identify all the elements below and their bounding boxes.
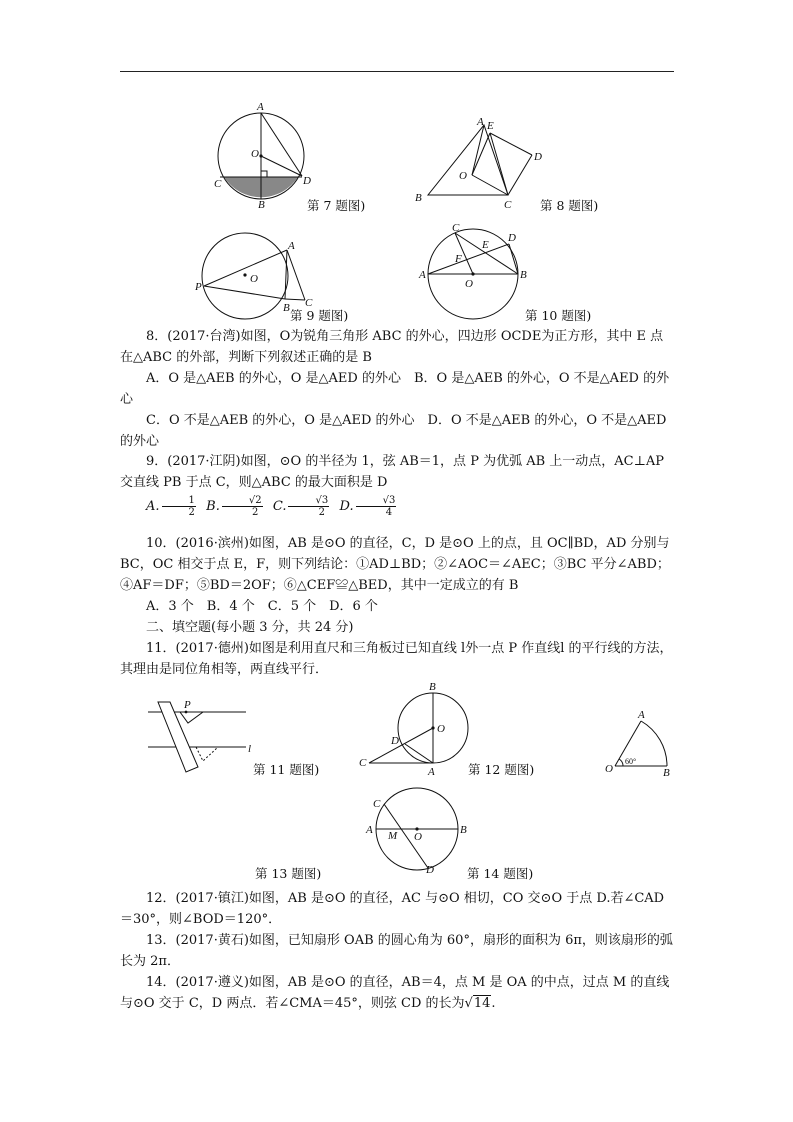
question-8 bbox=[120, 326, 676, 452]
label-C: C bbox=[373, 798, 381, 810]
label-B: B bbox=[429, 681, 436, 693]
label-P: P bbox=[195, 281, 202, 293]
label-D: D bbox=[426, 864, 434, 876]
figure-8 bbox=[410, 115, 545, 210]
label-D: D bbox=[303, 175, 311, 187]
label-D: D bbox=[391, 735, 399, 747]
question-9 bbox=[120, 451, 676, 521]
q9-option-c-label: C. bbox=[272, 499, 287, 514]
question-10 bbox=[120, 533, 676, 680]
label-C: C bbox=[359, 757, 367, 769]
caption-fig8: 第 8 题图) bbox=[540, 198, 599, 213]
q9-option-c-frac: $\frac{√3}{2}$ bbox=[288, 495, 329, 518]
label-O: O bbox=[414, 831, 422, 843]
label-O: O bbox=[459, 170, 467, 182]
q8-options-cd bbox=[120, 410, 676, 452]
caption-fig11: 第 11 题图) bbox=[253, 762, 320, 777]
q9-options bbox=[120, 493, 676, 521]
q10-options: A．3 个 B．4 个 C．5 个 D．6 个 bbox=[146, 599, 378, 614]
label-A: A bbox=[257, 101, 264, 113]
caption-fig12: 第 12 题图) bbox=[468, 762, 535, 777]
q14-radicand: 14 bbox=[473, 996, 491, 1011]
label-B: B bbox=[460, 824, 467, 836]
label-O: O bbox=[250, 273, 258, 285]
label-C: C bbox=[214, 178, 222, 190]
label-O: O bbox=[251, 148, 259, 160]
q9-option-a-label: A. bbox=[146, 499, 160, 514]
label-B: B bbox=[520, 269, 527, 281]
figure-10 bbox=[415, 220, 535, 320]
figure-13 bbox=[575, 688, 685, 780]
label-D: D bbox=[534, 151, 542, 163]
figure-14 bbox=[362, 785, 477, 875]
q9-option-a-frac: $\frac{1}{2}$ bbox=[162, 495, 196, 518]
caption-fig13: 第 13 题图) bbox=[255, 866, 322, 881]
label-E: E bbox=[487, 120, 494, 132]
label-O: O bbox=[465, 278, 473, 290]
label-A: A bbox=[366, 824, 373, 836]
caption-fig10: 第 10 题图) bbox=[525, 308, 592, 323]
label-A: A bbox=[419, 269, 426, 281]
label-A: A bbox=[477, 116, 484, 128]
figure-9 bbox=[192, 228, 322, 318]
label-A-pos: A bbox=[638, 709, 645, 721]
caption-fig9: 第 9 题图) bbox=[290, 308, 349, 323]
label-C: C bbox=[305, 297, 313, 309]
label-B: B bbox=[415, 192, 422, 204]
label-l: l bbox=[248, 743, 252, 755]
label-F: F bbox=[455, 253, 462, 265]
label-C: C bbox=[504, 199, 512, 211]
label-C: C bbox=[452, 222, 460, 234]
label-D: D bbox=[508, 232, 516, 244]
question-12: 12．(2017·镇江)如图，AB 是⊙O 的直径，AC 与⊙O 相切，CO 交⊙O 于点 D.若∠CAD＝30°，则∠BOD＝120°． bbox=[120, 891, 665, 927]
q8-options-ab bbox=[120, 368, 676, 410]
figure-7 bbox=[210, 100, 320, 212]
q8-option-b: B．O 是△AEB 的外心，O 不是△AED 的外心 bbox=[120, 371, 670, 407]
label-angle: 60° bbox=[625, 757, 637, 766]
label-B: B bbox=[663, 767, 670, 779]
q9-stem: 9．(2017·江阴)如图，⊙O 的半径为 1，弦 AB＝1，点 P 为优弧 AB 上一动点，AC⊥AP 交直线 PB 于点 C，则△ABC 的最大面积是 D bbox=[120, 454, 664, 490]
section-2-header: 二、填空题(每小题 3 分，共 24 分) bbox=[146, 620, 354, 635]
q9-option-b-frac: $\frac{√2}{2}$ bbox=[222, 495, 263, 518]
label-P: P bbox=[184, 699, 191, 711]
q9-option-d-label: D. bbox=[339, 499, 354, 514]
q8-stem: 8．(2017·台湾)如图，O为锐角三角形 ABC 的外心，四边形 OCDE为正方形，其中 E 点在△ABC 的外部，判断下列叙述正确的是 B bbox=[120, 329, 664, 365]
label-A: A bbox=[428, 766, 435, 778]
q8-option-d: D．O 不是△AEB 的外心，O 不是△AED 的外心 bbox=[120, 413, 667, 449]
q9-option-d-frac: $\frac{√3}{4}$ bbox=[356, 495, 397, 518]
label-E: E bbox=[482, 239, 489, 251]
label-O: O bbox=[605, 763, 613, 775]
q8-option-a: A．O 是△AEB 的外心，O 是△AED 的外心 bbox=[146, 371, 401, 386]
q9-option-b-label: B. bbox=[206, 499, 220, 514]
label-B: B bbox=[283, 302, 290, 314]
questions-12-14 bbox=[120, 888, 676, 1014]
label-O: O bbox=[437, 723, 445, 735]
label-M: M bbox=[388, 830, 398, 842]
figure-11 bbox=[148, 697, 258, 777]
caption-fig14: 第 14 题图) bbox=[467, 866, 534, 881]
label-B: B bbox=[258, 199, 265, 211]
question-14: 14．(2017·遵义)如图，AB 是⊙O 的直径，AB＝4，点 M 是 OA 的中点，过点 M 的直线与⊙O 交于 C，D 两点．若∠CMA＝45°，则弦 CD 的长为√14. bbox=[120, 975, 670, 1011]
top-rule bbox=[120, 71, 674, 72]
caption-fig7: 第 7 题图) bbox=[307, 198, 366, 213]
question-13: 13．(2017·黄石)如图，已知扇形 OAB 的圆心角为 60°，扇形的面积为 6π，则该扇形的弧长为 2π． bbox=[120, 933, 673, 969]
question-11: 11．(2017·德州)如图是利用直尺和三角板过已知直线 l外一点 P 作直线l 的平行线的方法，其理由是同位角相等，两直线平行． bbox=[120, 641, 673, 677]
figure-12 bbox=[355, 680, 475, 780]
q8-option-c: C．O 不是△AEB 的外心，O 是△AED 的外心 bbox=[146, 413, 415, 428]
label-A: A bbox=[288, 240, 295, 252]
q10-stem: 10．(2016·滨州)如图，AB 是⊙O 的直径，C，D 是⊙O 上的点，且 OC∥BD，AD 分别与 BC，OC 相交于点 E，F，则下列结论：①AD⊥BD；②∠AOC＝∠AEC；③BC 平分∠ABD；④AF＝DF；⑤BD＝2OF；⑥△CEF≌△BED，其中一定成立的有 B bbox=[120, 536, 670, 593]
